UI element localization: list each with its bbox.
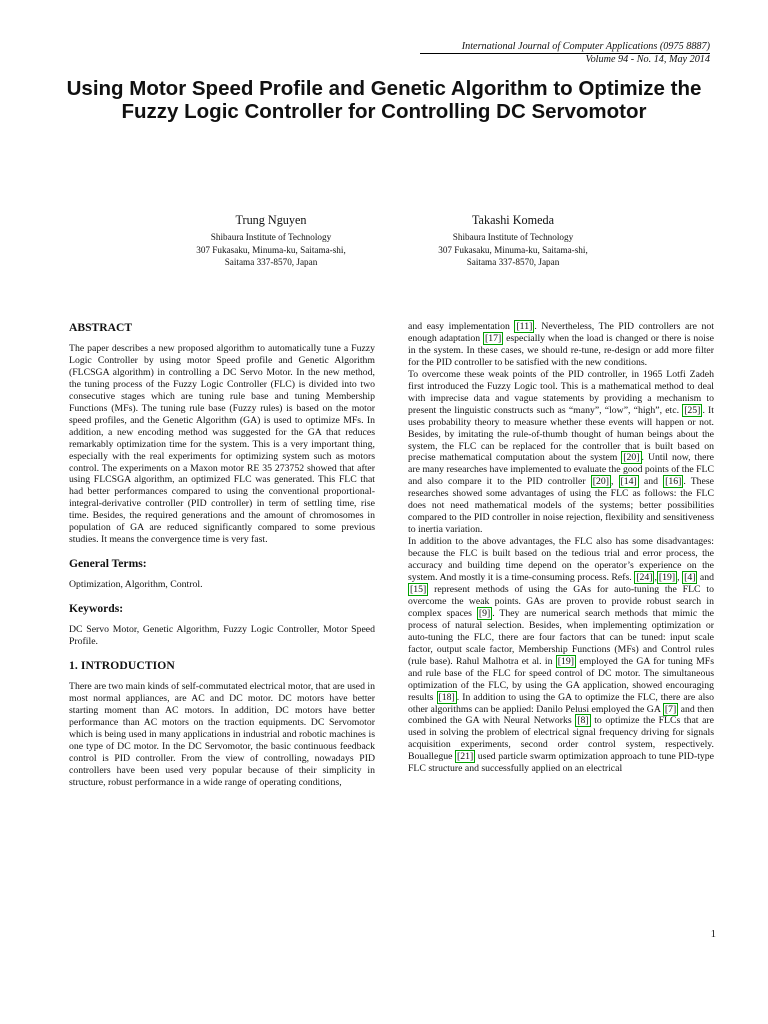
keywords-text: DC Servo Motor, Genetic Algorithm, Fuzzy Logic Controller, Motor Speed Profile.: [69, 624, 375, 648]
citation-link[interactable]: [20]: [592, 476, 609, 488]
citation-link[interactable]: [9]: [478, 607, 491, 619]
author-address: 307 Fukasaku, Minuma-ku, Saitama-shi,: [196, 244, 346, 255]
intro-paragraph: There are two main kinds of self-commutated electrical motor, that are used in most normal appliances, are AC and DC motor. DC motors have better starting moment than AC motors. In addition, DC motors have better performance than AC motors on the traction equipments. DC Servomotor which is being used in many applications in industrial and robotic machines is one type of DC motor. In the DC Servomotor, the basic continuous feedback control is PID controller. From the view of controlling, nowadays PID controllers have been used very popular because of their simplicity in structure, robust performance in a wide range of operating conditions,: [69, 681, 375, 788]
citation-link[interactable]: [19]: [557, 655, 575, 667]
citation-link[interactable]: [7]: [664, 703, 677, 715]
author-affiliation: Shibaura Institute of Technology: [452, 232, 574, 242]
intro-paragraph: and easy implementation [11] . Nevertheless, The PID controllers are not enough adaptation [17] especially when the load is changed or there is noise in the system. In these cases, we should re-tune, re-design or add more filter for the PID controller to be satisfied with the new conditions.: [408, 321, 715, 368]
intro-paragraph: In addition to the above advantages, the FLC also has some disadvantages: because the FLC is built based on the tedious trial and error process, the accuracy and building time depend on the operator’s experience on the system. And mostly it is a time-consuming process. Refs. [24] , [19] , [4] and [15] represent methods of using the GAs for auto-tuning the FLC to overcome the weak points. GAs are proven to provide robust search in complex spaces [9] . They are numerical search methods that mimic the process of natural selection. Besides, when implementing optimization or auto-tuning the FLC, there are four factors that can be tuned: input scale factor, output scale factor, Membership Functions (MFs) and Control rules (rule base). Rahul Malhotra et al. in [19] employed the GA for tuning MFs and rule base of the FLC for speed control of DC motor. The simultaneous optimization of the FLC, by using the GA application, showed encouraging results [18] . In addition to using the GA to optimize the FLC, there are also other algorithms can be applied: Danilo Pelusi employed the GA [7] and then combined the GA with Neural Networks [8] to optimize the FLCs that are used in solving the problem of electrical signal frequency driving for signals acquisition experiments, second order control system, respectively. Bouallegue [21] used particle swarm optimization approach to tune PID-type FLC structure and successfully applied on an electrical: [408, 536, 715, 775]
journal-name: International Journal of Computer Applications (0975 8887): [461, 41, 710, 52]
citation-link[interactable]: [20]: [623, 452, 640, 464]
author-name: Takashi Komeda: [471, 213, 555, 227]
journal-volume: Volume 94 - No. 14, May 2014: [585, 54, 710, 65]
author-affiliation: Shibaura Institute of Technology: [210, 232, 332, 242]
citation-link[interactable]: [14]: [620, 476, 637, 488]
citation-link[interactable]: [11]: [516, 321, 533, 332]
keywords-heading: Keywords:: [69, 602, 124, 616]
citation-link[interactable]: [21]: [456, 751, 474, 763]
left-column: [69, 321, 375, 789]
page-number: 1: [710, 929, 716, 940]
citation-link[interactable]: [15]: [410, 583, 427, 595]
intro-paragraph: To overcome these weak points of the PID controller, in 1965 Lotfi Zadeh first introduced the Fuzzy Logic tool. This is a mathematical method to deal with imprecise data and vague statements by providing a mechanism to present the linguistic constructs such as “many”, “low”, “high”, etc. [25] . It uses probability theory to measure whether these events will happen or not. Besides, by imitating the rule-of-thumb thought of human beings about the system, the FLC can be replaced for the controller that is built based on precise mathematical computation about the system [20] . Until now, there are many researches have implemented to evaluate the good points of the FLC and also compare it to the PID controller [20] , [14] and [16] . These researches showed some advantages of using the FLC as follows: the FLC does not need mathematical models of the systems; better possibilities compared to the PID controller in noise rejection, flexibility and sensitiveness to inertia variation.: [408, 368, 714, 536]
author-name: Trung Nguyen: [235, 213, 307, 227]
citation-link[interactable]: [17]: [484, 332, 502, 344]
abstract-heading: ABSTRACT: [69, 321, 133, 334]
citation-link[interactable]: [16]: [665, 476, 682, 488]
general-terms-heading: General Terms:: [69, 557, 147, 571]
citation-link[interactable]: [25]: [684, 404, 701, 416]
author-address: 307 Fukasaku, Minuma-ku, Saitama-shi,: [438, 244, 588, 255]
author-block: [388, 211, 638, 269]
right-column: [408, 321, 714, 775]
citation-link[interactable]: [24]: [636, 572, 653, 584]
abstract-text: The paper describes a new proposed algorithm to automatically tune a Fuzzy Logic Controller by using motor Speed profile and Genetic Algorithm (FLCSGA algorithm) in controlling a DC Servo Motor. In the new method, the tuning process of the Fuzzy Logic Controller (FLC) is divided into two consecutive stages which are tuning rule base and tuning Membership Functions (MFs). The tuning rule base (Fuzzy rules) is based on the motor speed profiles, and the Genetic Algorithm (GA) is used to optimize MFs. In addition, a new encoding method was suggested for the GA that reduces remarkably optimization time for the system. This is a very important thing, especially with the real experiments for optimizing system such as motors control. The experiments on a Maxon motor RE 35 273752 showed that after using FLCSGA algorithm, an optimized FLC was generated. This FLC that had better performances compared to using the conventional proportional-integral-derivative controller (PID controller) in term of settling time, rise time. Besides, the required generations and the amount of chromosomes in population of GA are reduced significantly compared to some previous studies. It means the convergence time is very fast.: [69, 343, 375, 546]
citation-link[interactable]: [18]: [438, 691, 455, 703]
author-address: Saitama 337-8570, Japan: [224, 257, 318, 268]
author-address: Saitama 337-8570, Japan: [466, 257, 560, 268]
citation-link[interactable]: [8]: [577, 715, 589, 727]
general-terms-text: Optimization, Algorithm, Control.: [69, 579, 203, 591]
citation-link[interactable]: [19]: [658, 572, 676, 584]
author-block: [146, 211, 396, 269]
introduction-heading: 1. INTRODUCTION: [69, 659, 175, 673]
citation-link[interactable]: [4]: [684, 572, 696, 584]
paper-title: Using Motor Speed Profile and Genetic Algorithm to Optimize the Fuzzy Logic Controller for Controlling DC Servomotor: [66, 77, 702, 123]
header-rule: [420, 53, 710, 54]
